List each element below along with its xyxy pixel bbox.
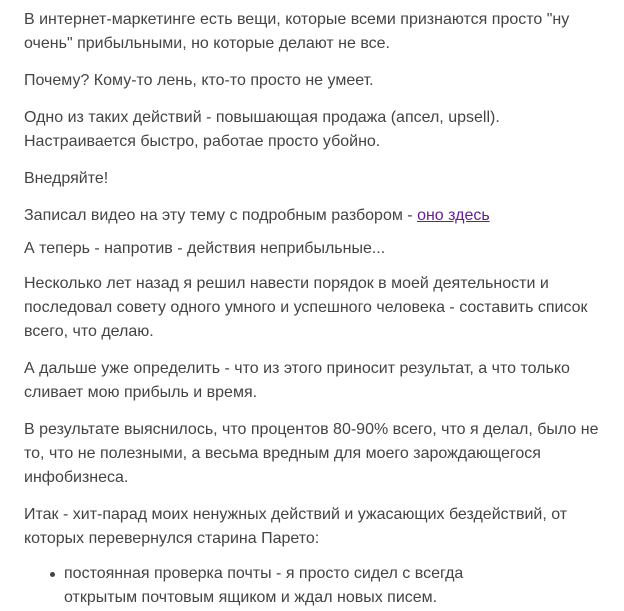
- list-item-line-2: открытым почтовым ящиком и ждал новых писем.: [64, 589, 438, 606]
- paragraph-upsell: [24, 106, 604, 154]
- video-link[interactable]: оно здесь: [417, 207, 490, 224]
- paragraph-years-ago: [24, 272, 604, 344]
- paragraph-intro: [24, 8, 604, 56]
- paragraph-video: [24, 204, 604, 228]
- paragraph-hit-parade: [24, 503, 604, 551]
- paragraph-why: Почему? Кому-то лень, кто-то просто не умеет.: [24, 72, 374, 89]
- paragraph-years-ago-line-1: Несколько лет назад я решил навести порядок в моей деятельности и: [24, 275, 549, 292]
- paragraph-video-text: Записал видео на эту тему с подробным разбором -: [24, 207, 418, 224]
- paragraph-intro-line-1: В интернет-маркетинге есть вещи, которые всеми признаются просто "ну: [24, 11, 570, 28]
- paragraph-result-line-1: В результате выяснилось, что процентов 80-90% всего, что я делал, было не: [24, 421, 599, 438]
- paragraph-upsell-line-1: Одно из таких действий - повышающая продажа (апсел, upsell).: [24, 109, 500, 126]
- bullet-dot-icon: [50, 572, 55, 577]
- list-item: [24, 562, 604, 610]
- paragraph-implement: Внедряйте!: [24, 170, 109, 187]
- paragraph-hit-parade-line-1: Итак - хит-парад моих ненужных действий и ужасающих бездействий, от: [24, 506, 568, 523]
- paragraph-result: [24, 418, 604, 490]
- paragraph-determine-line-1: А дальше уже определить - что из этого приносит результат, а что только: [24, 360, 570, 377]
- paragraph-upsell-line-2: Настраивается быстро, работае просто убойно.: [24, 133, 381, 150]
- paragraph-unprofitable: А теперь - напротив - действия неприбыльные...: [24, 240, 386, 257]
- paragraph-hit-parade-line-2: которых перевернулся старина Парето:: [24, 530, 320, 547]
- paragraph-intro-line-2: очень" прибыльными, но которые делают не все.: [24, 35, 390, 52]
- paragraph-determine-line-2: сливает мою прибыль и время.: [24, 384, 258, 401]
- paragraph-determine: [24, 357, 604, 405]
- paragraph-years-ago-line-3: всего, что делаю.: [24, 323, 154, 340]
- paragraph-result-line-2: то, что не полезными, а весьма вредным для моего зарождающегося: [24, 445, 541, 462]
- paragraph-years-ago-line-2: последовал совету одного умного и успешного человека - составить список: [24, 299, 588, 316]
- list-item-line-1: постоянная проверка почты - я просто сидел с всегда: [64, 565, 464, 582]
- paragraph-result-line-3: инфобизнеса.: [24, 469, 129, 486]
- bullet-list: [24, 562, 604, 610]
